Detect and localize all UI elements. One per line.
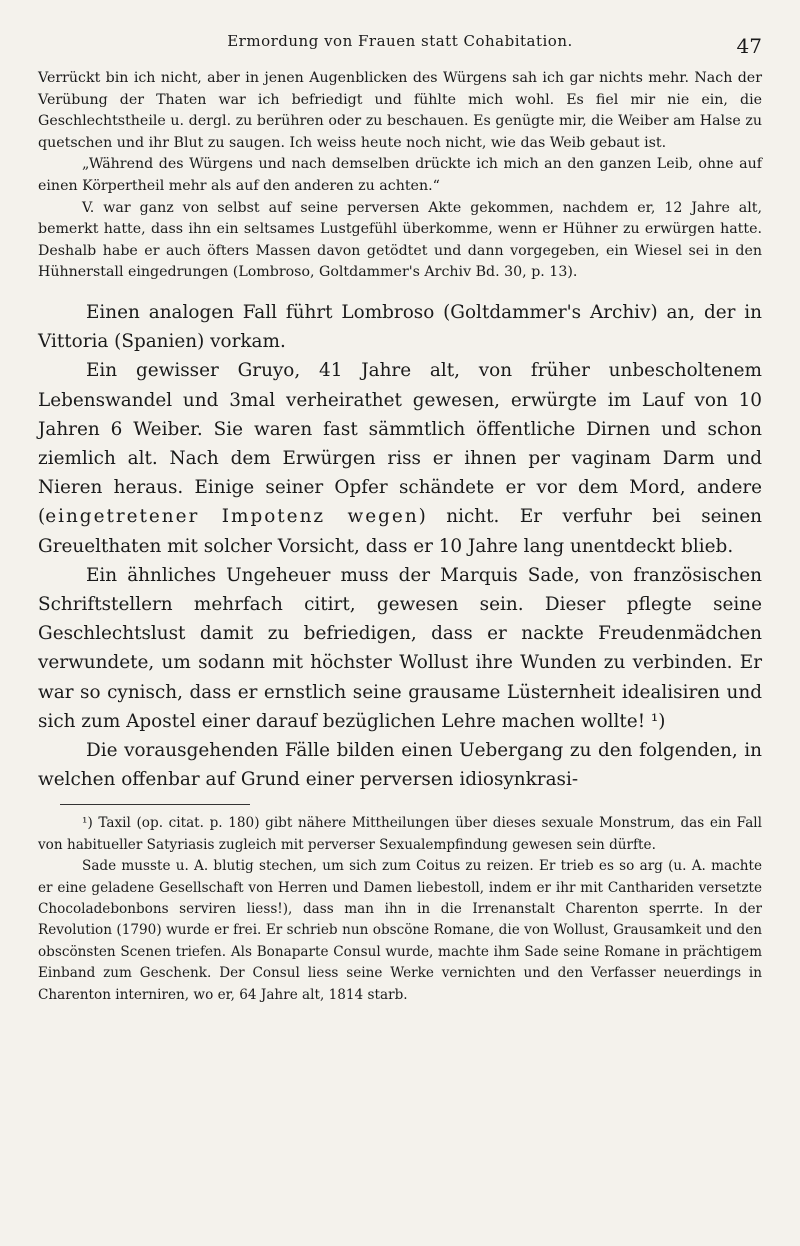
quote-paragraph: Verrückt bin ich nicht, aber in jenen Augenblicken des Würgens sah ich gar nichts mehr. Nach der Verübung der Thaten war ich befriedigt und fühlte mich wohl. Es fiel mir nie ein, die Geschlechtstheile u. dergl. zu berühren oder zu beschauen. Es genügte mir, die Weiber am Halse zu quetschen und ihr Blut zu saugen. Ich weiss heute noch nicht, wie das Weib gebaut ist. [38, 70, 762, 151]
book-page [38, 28, 762, 1006]
body-paragraph: Einen analogen Fall führt Lombroso (Goltdammer's Archiv) an, der in Vittoria (Spanien) vorkam. [38, 301, 762, 353]
page-header [38, 28, 762, 68]
quoted-confession [38, 68, 762, 284]
footnote: Sade musste u. A. blutig stechen, um sich zum Coitus zu reizen. Er trieb es so arg (u. A. machte er eine geladene Gesellschaft von Herren und Damen liebestoll, indem er ihr mit Canthariden versetzte Chocoladebonbons serviren liess!), dass man ihn in die Irrenanstalt Charenton sperrte. In der Revolution (1790) wurde er frei. Er schrieb nun obscöne Romane, die von Wollust, Grausamkeit und den obscönsten Scenen triefen. Als Bonaparte Consul wurde, machte ihm Sade seine Romane in prächtigem Einband zum Geschenk. Der Consul liess seine Werke vernichten und den Verfasser neuerdings in Charenton interniren, wo er, 64 Jahre alt, 1814 starb. [38, 858, 762, 1003]
main-text [38, 298, 762, 794]
body-text: ) nicht. Er verfuhr bei seinen Greuelthaten mit solcher Vorsicht, dass er 10 Jahre lang unentdeckt blieb. [38, 506, 762, 557]
footnote-divider [60, 804, 250, 805]
footnotes [38, 813, 762, 1006]
quote-paragraph: V. war ganz von selbst auf seine perversen Akte gekommen, nachdem er, 12 Jahre alt, bemerkt hatte, dass ihn ein seltsames Lustgefühl überkomme, wenn er Hühner zu erwürgen hatte. Deshalb habe er auch öfters Massen davon getödtet und dann vorgegeben, ein Wiesel sei in den Hühnerstall eingedrungen (Lombroso, Goltdammer's Archiv Bd. 30, p. 13). [38, 199, 762, 281]
body-text: Ein gewisser Gruyo, 41 Jahre alt, von früher unbescholtenem Lebenswandel und 3mal verheirathet gewesen, erwürgte im Lauf von 10 Jahren 6 Weiber. Sie waren fast sämmtlich öffentliche Dirnen und schon ziemlich alt. Nach dem Erwürgen riss er ihnen per vaginam Darm und Nieren heraus. Einige seiner Opfer schändete er vor dem Mord, andere ( [38, 360, 762, 528]
page-number: 47 [736, 34, 762, 58]
body-paragraph: Die vorausgehenden Fälle bilden einen Uebergang zu den folgenden, in welchen offenbar auf Grund einer perversen idiosynkrasi- [38, 739, 762, 791]
body-paragraph: Ein ähnliches Ungeheuer muss der Marquis Sade, von französischen Schriftstellern mehrfach citirt, gewesen sein. Dieser pflegte seine Geschlechtslust damit zu befriedigen, dass er nackte Freudenmädchen verwundete, um sodann mit höchster Wollust ihre Wunden zu verbinden. Er war so cynisch, dass er ernstlich seine grausame Lüsternheit idealisiren und sich zum Apostel einer darauf bezüglichen Lehre machen wollte! ¹) [38, 564, 762, 732]
footnote: ¹) Taxil (op. citat. p. 180) gibt nähere Mittheilungen über dieses sexuale Monstrum, das ein Fall von habitueller Satyriasis zugleich mit perverser Sexualempfindung gewesen sein dürfte. [38, 815, 762, 853]
body-paragraph [38, 356, 762, 560]
quote-paragraph: „Während des Würgens und nach demselben drückte ich mich an den ganzen Leib, ohne auf einen Körpertheil mehr als auf den anderen zu achten.“ [38, 156, 762, 194]
spaced-emphasis: eingetretener Impotenz wegen [45, 506, 419, 528]
running-title: Ermordung von Frauen statt Cohabitation. [227, 32, 573, 50]
